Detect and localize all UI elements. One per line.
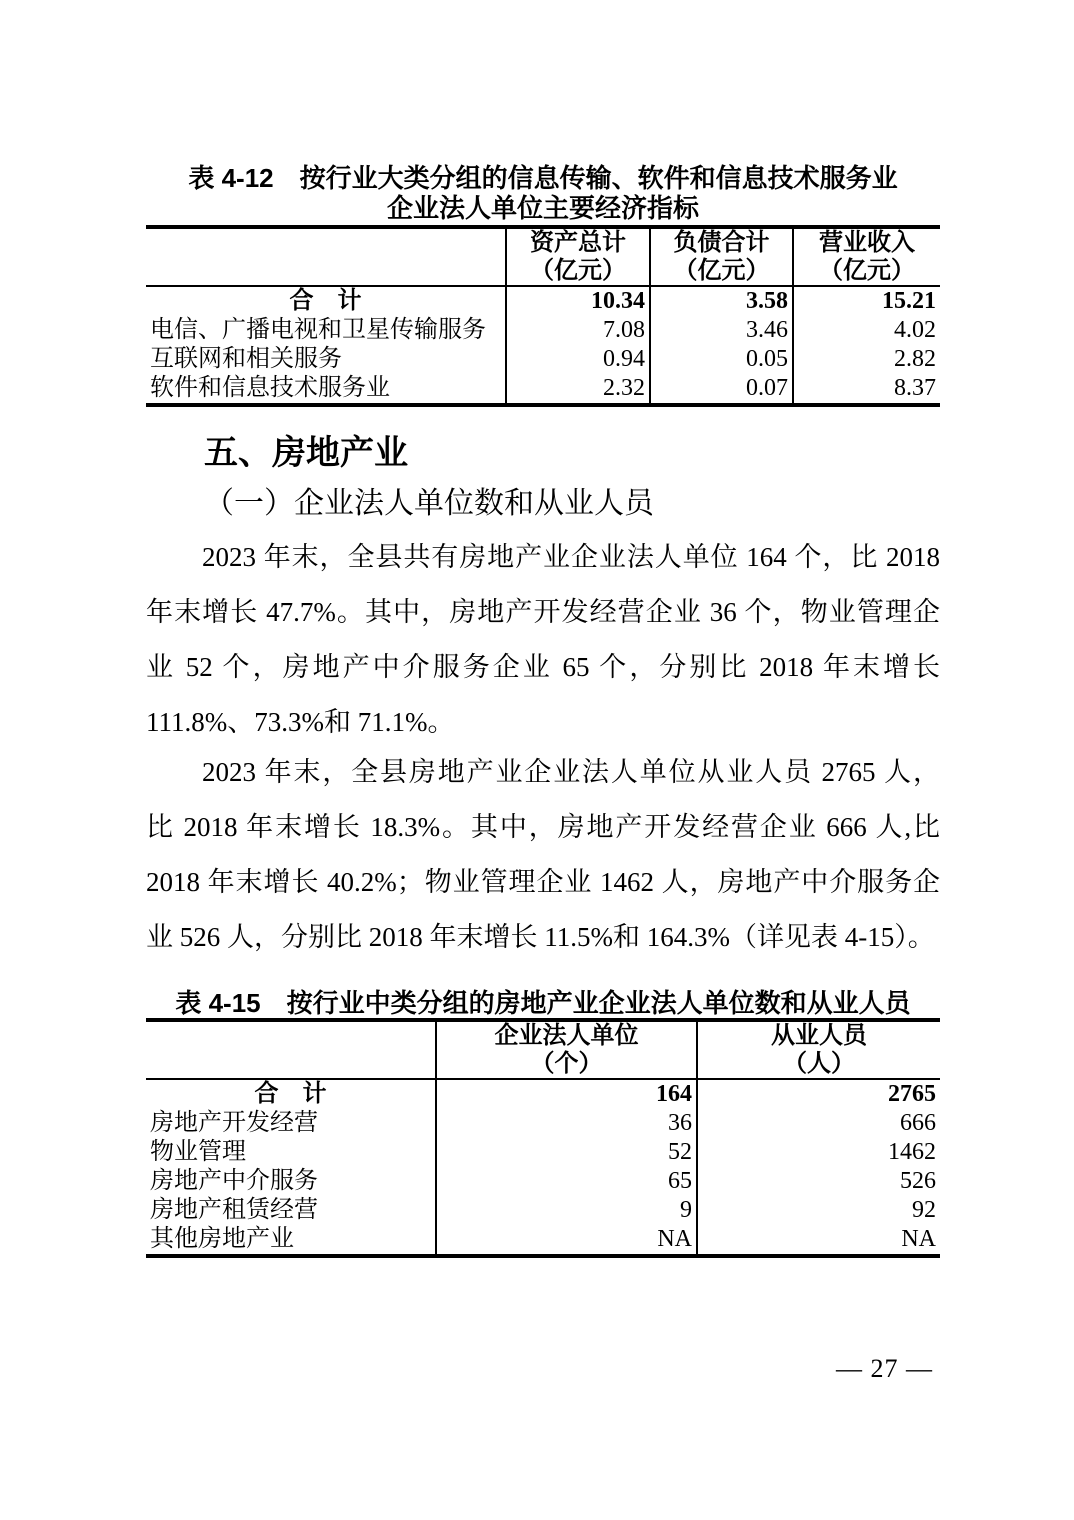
table-4-12-title-line1: 表 4-12 按行业大类分组的信息传输、软件和信息技术服务业	[188, 163, 898, 193]
assets-value: 0.94	[506, 345, 650, 374]
header-label: 资产总计	[530, 229, 626, 256]
table-4-15-header	[146, 1020, 940, 1079]
employees-value: 92	[697, 1196, 940, 1225]
liabilities-value: 3.46	[650, 316, 793, 345]
employees-value: 1462	[697, 1138, 940, 1167]
table-row	[146, 1138, 940, 1167]
employees-value: NA	[697, 1225, 940, 1256]
paragraph-line: 111.8%、73.3%和 71.1%。	[146, 707, 455, 737]
table-header-row	[146, 227, 940, 286]
revenue-value: 15.21	[793, 286, 940, 316]
header-cell-revenue	[793, 227, 940, 286]
row-label: 房地产中介服务	[150, 1168, 318, 1194]
page-number: — 27 —	[836, 1354, 933, 1383]
paragraph-line: 业 526 人，分别比 2018 年末增长 11.5%和 164.3%（详见表 4-15）。	[146, 922, 935, 952]
header-unit: （亿元）	[673, 257, 770, 284]
row-label: 软件和信息技术服务业	[150, 375, 390, 401]
legal-units-value: 164	[436, 1079, 697, 1109]
header-cell-empty	[146, 1020, 436, 1079]
table-4-12	[146, 225, 940, 407]
revenue-value: 4.02	[793, 316, 940, 345]
legal-units-value: 36	[436, 1109, 697, 1138]
section-heading: 五、房地产业	[204, 434, 408, 472]
row-label: 房地产开发经营	[150, 1110, 318, 1136]
header-unit: （亿元）	[530, 257, 626, 284]
header-cell-legal-units	[436, 1020, 697, 1079]
employees-value: 666	[697, 1109, 940, 1138]
row-label: 房地产租赁经营	[150, 1197, 318, 1223]
table-header-row	[146, 1020, 940, 1079]
table-4-12-header	[146, 227, 940, 286]
employees-value: 2765	[697, 1079, 940, 1109]
table-row	[146, 1225, 940, 1256]
liabilities-value: 0.05	[650, 345, 793, 374]
row-label: 其他房地产业	[150, 1226, 294, 1252]
legal-units-value: NA	[436, 1225, 697, 1256]
header-label: 从业人员	[771, 1022, 867, 1049]
table-4-15	[146, 1018, 940, 1258]
table-4-15-body	[146, 1079, 940, 1256]
table-4-12-body	[146, 286, 940, 405]
legal-units-value: 9	[436, 1196, 697, 1225]
header-unit: （人）	[783, 1050, 855, 1077]
paragraph-line: 业 52 个，房地产中介服务企业 65 个，分别比 2018 年末增长	[146, 652, 940, 682]
header-label: 企业法人单位	[494, 1022, 639, 1049]
table-row	[146, 316, 940, 345]
assets-value: 2.32	[506, 374, 650, 405]
row-label: 互联网和相关服务	[150, 346, 342, 372]
header-label: 负债合计	[673, 229, 770, 256]
paragraph-employees	[146, 745, 940, 965]
header-unit: （个）	[530, 1050, 603, 1077]
header-unit: （亿元）	[819, 257, 915, 284]
liabilities-value: 3.58	[650, 286, 793, 316]
section-subheading: （一）企业法人单位数和从业人员	[204, 487, 654, 520]
paragraph-line: 年末增长 47.7%。其中，房地产开发经营企业 36 个，物业管理企	[146, 597, 940, 627]
row-label: 电信、广播电视和卫星传输服务	[150, 317, 486, 343]
assets-value: 10.34	[506, 286, 650, 316]
paragraph-line: 比 2018 年末增长 18.3%。其中，房地产开发经营企业 666 人,比	[146, 812, 940, 842]
table-row	[146, 1196, 940, 1225]
header-label: 营业收入	[819, 229, 915, 256]
revenue-value: 2.82	[793, 345, 940, 374]
header-cell-employees	[697, 1020, 940, 1079]
table-row	[146, 374, 940, 405]
table-row	[146, 1079, 940, 1109]
table-row	[146, 345, 940, 374]
paragraph-line: 2023 年末，全县共有房地产业企业法人单位 164 个，比 2018	[202, 542, 940, 572]
paragraph-line: 2018 年末增长 40.2%；物业管理企业 1462 人，房地产中介服务企	[146, 867, 940, 897]
header-cell-liabilities	[650, 227, 793, 286]
table-4-12-title-line2: 企业法人单位主要经济指标	[386, 193, 699, 223]
revenue-value: 8.37	[793, 374, 940, 405]
paragraph-line: 2023 年末，全县房地产业企业法人单位从业人员 2765 人，	[202, 757, 940, 787]
table-row	[146, 1167, 940, 1196]
table-4-15-title: 表 4-15 按行业中类分组的房地产业企业法人单位数和从业人员	[175, 988, 911, 1018]
table-row	[146, 1109, 940, 1138]
header-cell-assets	[506, 227, 650, 286]
paragraph-units	[146, 530, 940, 750]
assets-value: 7.08	[506, 316, 650, 345]
header-cell-empty	[146, 227, 506, 286]
row-label: 合 计	[289, 288, 362, 314]
row-label: 物业管理	[150, 1139, 246, 1165]
liabilities-value: 0.07	[650, 374, 793, 405]
employees-value: 526	[697, 1167, 940, 1196]
table-row	[146, 286, 940, 316]
legal-units-value: 65	[436, 1167, 697, 1196]
row-label: 合 计	[254, 1081, 327, 1107]
legal-units-value: 52	[436, 1138, 697, 1167]
